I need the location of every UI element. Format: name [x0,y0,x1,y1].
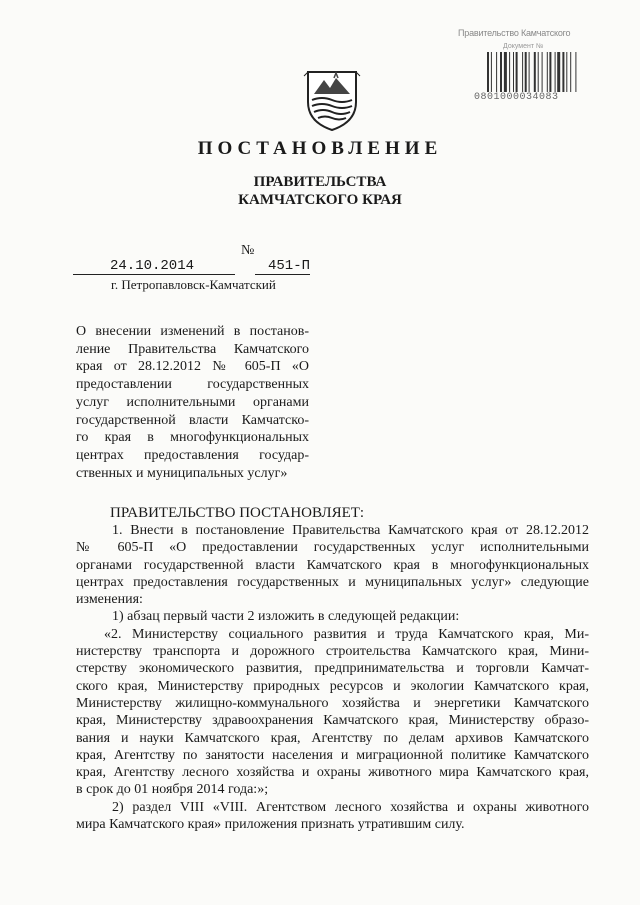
subject-line: государственной власти Камчатско- [76,412,309,428]
subject-line: услуг исполнительными органами [76,394,309,410]
number-underline [255,274,310,275]
body-line: центрах предоставления государственных и муниципальных услуг» следующие [76,574,589,590]
subject-line: О внесении изменений в постанов- [76,324,309,339]
subject-line: края от 28.12.2012 № 605-П «О [76,359,309,375]
subject-line: центрах предоставления государ- [76,447,309,463]
coat-of-arms-icon [302,68,362,132]
body-line: Министерству жилищно-коммунального хозяйства и энергетики Камчатского [76,695,589,711]
barcode-bar [538,52,539,92]
body-line: нистерству транспорта и дорожного строительства Камчатского края, Мини- [76,644,589,660]
barcode-bar [504,52,507,92]
barcode-bar [562,52,564,92]
document-number: 451-П [268,258,311,274]
barcode-bar [557,52,560,92]
body-line: края, Агентству лесного хозяйства и охраны животного мира Камчатского края, [76,765,589,781]
barcode-bar [525,52,527,92]
body-line: края, Агентству по занятости населения и миграционной политике Камчатского [76,747,589,763]
decree-body [76,522,589,833]
barcode-bar [570,52,571,92]
document-subject [76,323,309,482]
barcode-bar [542,52,543,92]
barcode-bar [547,52,548,92]
barcode-bar [534,52,536,92]
subject-line: ственных и муниципальных услуг» [76,465,288,481]
barcode-bar [549,52,551,92]
barcode [487,52,607,92]
barcode-bar [509,52,510,92]
city-of-issue: г. Петропавловск-Камчатский [111,277,276,292]
decree-heading: ПРАВИТЕЛЬСТВО ПОСТАНОВЛЯЕТ: [110,505,365,521]
body-line: органами государственной власти Камчатского края в многофункциональных [76,557,589,573]
body-line: мира Камчатского края» приложения признать утратившим силу. [76,817,465,833]
subject-line: ление Правительства Камчатского [76,341,309,357]
barcode-bar [575,52,576,92]
barcode-bar [491,52,492,92]
body-line: ского края, Министерству природных ресурсов и экологии Камчатского края, [76,678,589,694]
issuer-line-2: КАМЧАТСКОГО КРАЯ [238,192,402,208]
body-line: 1) абзац первый части 2 изложить в следующей редакции: [112,609,460,625]
barcode-bar [496,52,497,92]
barcode-bar [566,52,567,92]
body-line: 2) раздел VIII «VIII. Агентством лесного хозяйства и охраны животного [112,799,589,815]
body-line: стерству экономического развития, предпринимательства и торговли Камчат- [76,661,589,677]
issuer-line-1: ПРАВИТЕЛЬСТВА [253,174,387,190]
number-sign: № [241,243,255,258]
barcode-bar [555,52,556,92]
document-type-heading: ПОСТАНОВЛЕНИЕ [197,138,443,159]
body-line: 1. Внести в постановление Правительства Камчатского края от 28.12.2012 [112,523,589,538]
barcode-bar [522,52,523,92]
date-underline [73,274,235,275]
body-line: края, Министерству здравоохранения Камчатского края, Министерству образо- [76,713,589,729]
body-line: № 605-П «О предоставлении государственных услуг исполнительными [76,540,589,556]
barcode-number: 0801000034083 [474,92,559,103]
barcode-bar [487,52,489,92]
body-line: «2. Министерству социального развития и труда Камчатского края, Ми- [104,626,589,642]
subject-line: го края в многофункциональных [76,430,309,446]
subject-line: предоставлении государственных [76,377,309,393]
body-line: в срок до 01 ноября 2014 года:»; [76,782,269,798]
body-line: изменения: [76,592,143,608]
barcode-bar [500,52,502,92]
registry-stamp-sub: Документ № [503,43,544,50]
barcode-bar [516,52,518,92]
body-line: вания и науки Камчатского края, Агентству по делам архивов Камчатского [76,730,589,746]
document-date: 24.10.2014 [110,258,195,274]
barcode-bar [529,52,530,92]
registry-stamp-org: Правительство Камчатского [458,28,571,38]
barcode-bar [513,52,514,92]
